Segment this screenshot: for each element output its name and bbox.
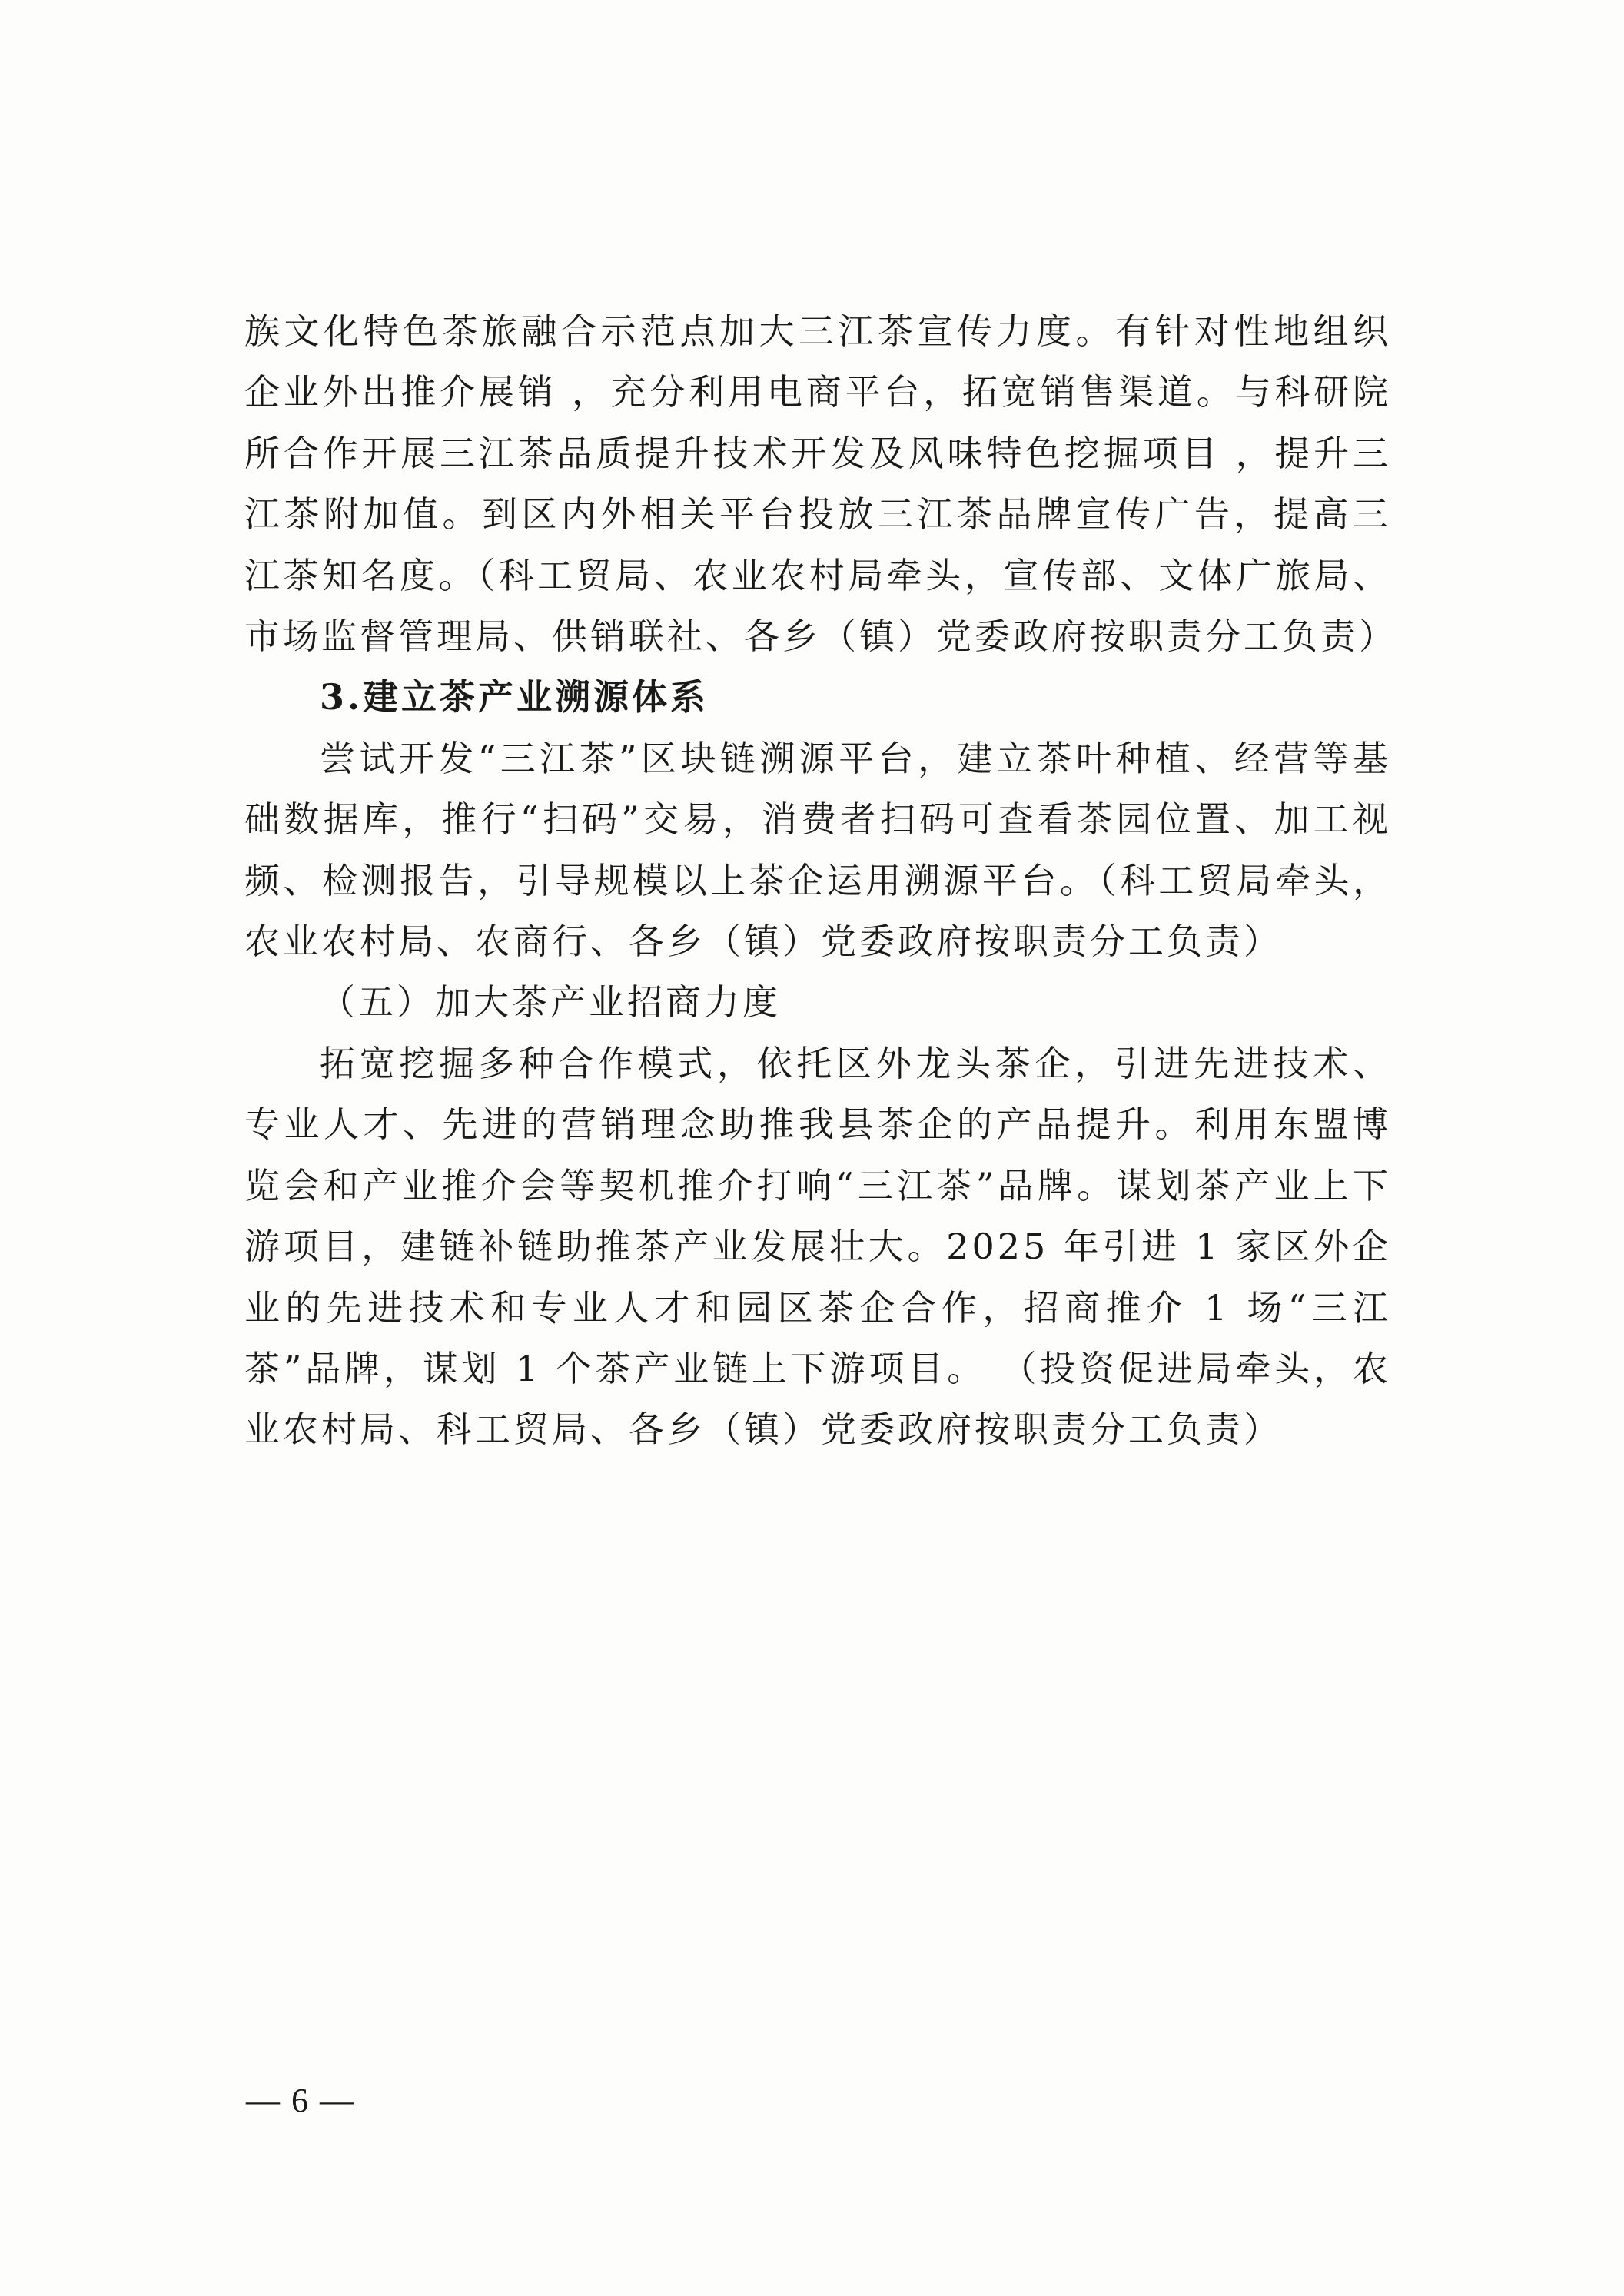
page-number: — 6 — (246, 2082, 355, 2119)
document-body (244, 301, 1397, 1461)
paragraph-traceability: 尝试开发“三江茶”区块链溯源平台，建立茶叶种植、经营等基础数据库，推行“扫码”交易，消费者扫码可查看茶园位置、加工视频、检测报告，引导规模以上茶企运用溯源平台。（科工贸局牵头，农业农村局、农商行、各乡（镇）党委政府按职责分工负责） (244, 737, 1391, 963)
paragraph-tea-promotion: 族文化特色茶旅融合示范点加大三江茶宣传力度。有针对性地组织企业外出推介展销 ，充分利用电商平台，拓宽销售渠道。与科研院所合作开展三江茶品质提升技术开发及风味特色挖掘项目 ，提升三江茶附加值。到区内外相关平台投放三江茶品牌宣传广告，提高三江茶知名度。（科工贸局、农业农村局牵头，宣传部、文体广旅局、市场监督管理局、供销联社、各乡（镇）党委政府按职责分工负责） (244, 310, 1397, 658)
paragraph-investment: 拓宽挖掘多种合作模式，依托区外龙头茶企，引进先进技术、专业人才、先进的营销理念助推我县茶企的产品提升。利用东盟博览会和产业推介会等契机推介打响“三江茶”品牌。谋划茶产业上下游项目，建链补链助推茶产业发展壮大。2025 年引进 1 家区外企业的先进技术和专业人才和园区茶企合作，招商推介 1 场“三江茶”品牌，谋划 1 个茶产业链上下游项目。 （投资促进局牵头，农业农村局、科工贸局、各乡（镇）党委政府按职责分工负责） (244, 1042, 1391, 1451)
section-heading-traceability: 3.建立茶产业溯源体系 (320, 676, 709, 718)
section-heading-investment: （五）加大茶产业招商力度 (320, 981, 781, 1024)
